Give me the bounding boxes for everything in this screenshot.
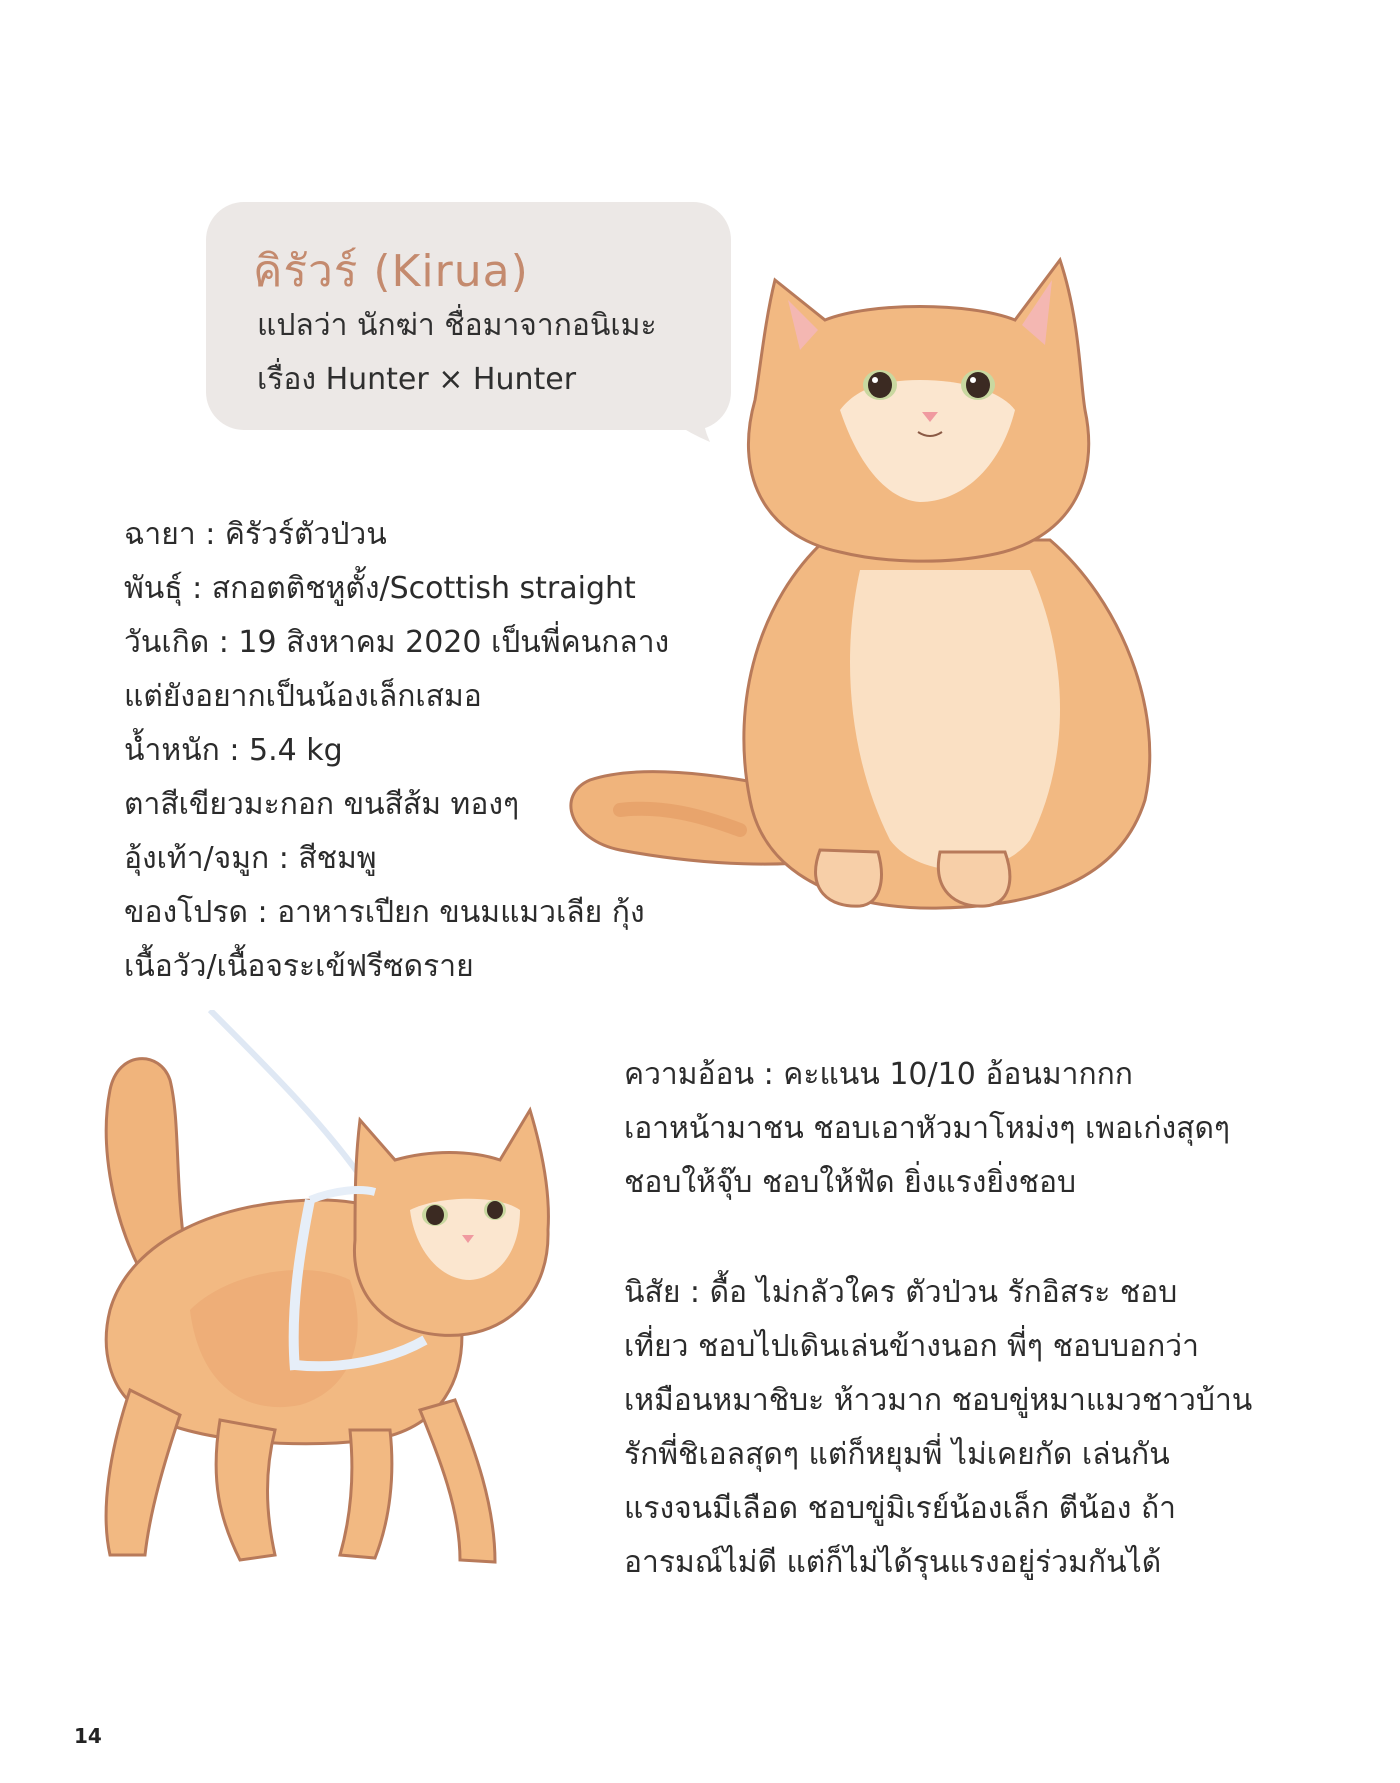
profile-nickname: ฉายา : คิรัวร์ตัวป่วน: [124, 517, 387, 552]
personality-details: [624, 1266, 1252, 1590]
affection-details: [624, 1048, 1230, 1210]
profile-coloring: ตาสีเขียวมะกอก ขนสีส้ม ทองๆ: [124, 787, 520, 822]
personality-line-1: นิสัย : ดื้อ ไม่กลัวใคร ตัวป่วน รักอิสระ ชอบ: [624, 1275, 1178, 1310]
profile-weight: น้ำหนัก : 5.4 kg: [124, 733, 343, 768]
profile-favorites: ของโปรด : อาหารเปียก ขนมแมวเลีย กุ้ง: [124, 895, 645, 930]
affection-score: ความอ้อน : คะแนน 10/10 อ้อนมากกก: [624, 1057, 1133, 1092]
cat-name-title: คิรัวร์ (Kirua): [253, 246, 529, 297]
profile-birthday-cont: แต่ยังอยากเป็นน้องเล็กเสมอ: [124, 679, 482, 714]
profile-breed: พันธุ์ : สกอตติชหูตั้ง/Scottish straight: [124, 571, 636, 606]
profile-details: [124, 508, 669, 994]
affection-line-2: เอาหน้ามาชน ชอบเอาหัวมาโหม่งๆ เพอเก่งสุดๆ: [624, 1111, 1231, 1146]
profile-favorites-cont: เนื้อวัว/เนื้อจระเข้ฟรีซดราย: [124, 949, 474, 984]
personality-line-3: เหมือนหมาชิบะ ห้าวมาก ชอบขู่หมาแมวชาวบ้าน: [624, 1383, 1253, 1418]
personality-line-2: เที่ยว ชอบไปเดินเล่นข้างนอก พี่ๆ ชอบบอกว่า: [624, 1329, 1199, 1364]
name-meaning: แปลว่า นักฆ่า ชื่อมาจากอนิเมะ: [257, 308, 657, 343]
name-source: เรื่อง Hunter × Hunter: [257, 362, 577, 397]
personality-line-6: อารมณ์ไม่ดี แต่ก็ไม่ได้รุนแรงอยู่ร่วมกันได้: [624, 1545, 1162, 1580]
affection-line-3: ชอบให้จุ๊บ ชอบให้ฟัด ยิ่งแรงยิ่งชอบ: [624, 1165, 1077, 1200]
profile-paws-nose: อุ้งเท้า/จมูก : สีชมพู: [124, 841, 377, 876]
personality-line-4: รักพี่ชิเอลสุดๆ แต่ก็หยุมพี่ ไม่เคยกัด เล่นกัน: [624, 1437, 1170, 1472]
profile-birthday: วันเกิด : 19 สิงหาคม 2020 เป็นพี่คนกลาง: [124, 625, 670, 660]
page-number: 14: [74, 1724, 102, 1748]
personality-line-5: แรงจนมีเลือด ชอบขู่มิเรย์น้องเล็ก ตีน้อง ถ้า: [624, 1491, 1176, 1526]
walking-cat-illustration: [70, 1010, 560, 1600]
